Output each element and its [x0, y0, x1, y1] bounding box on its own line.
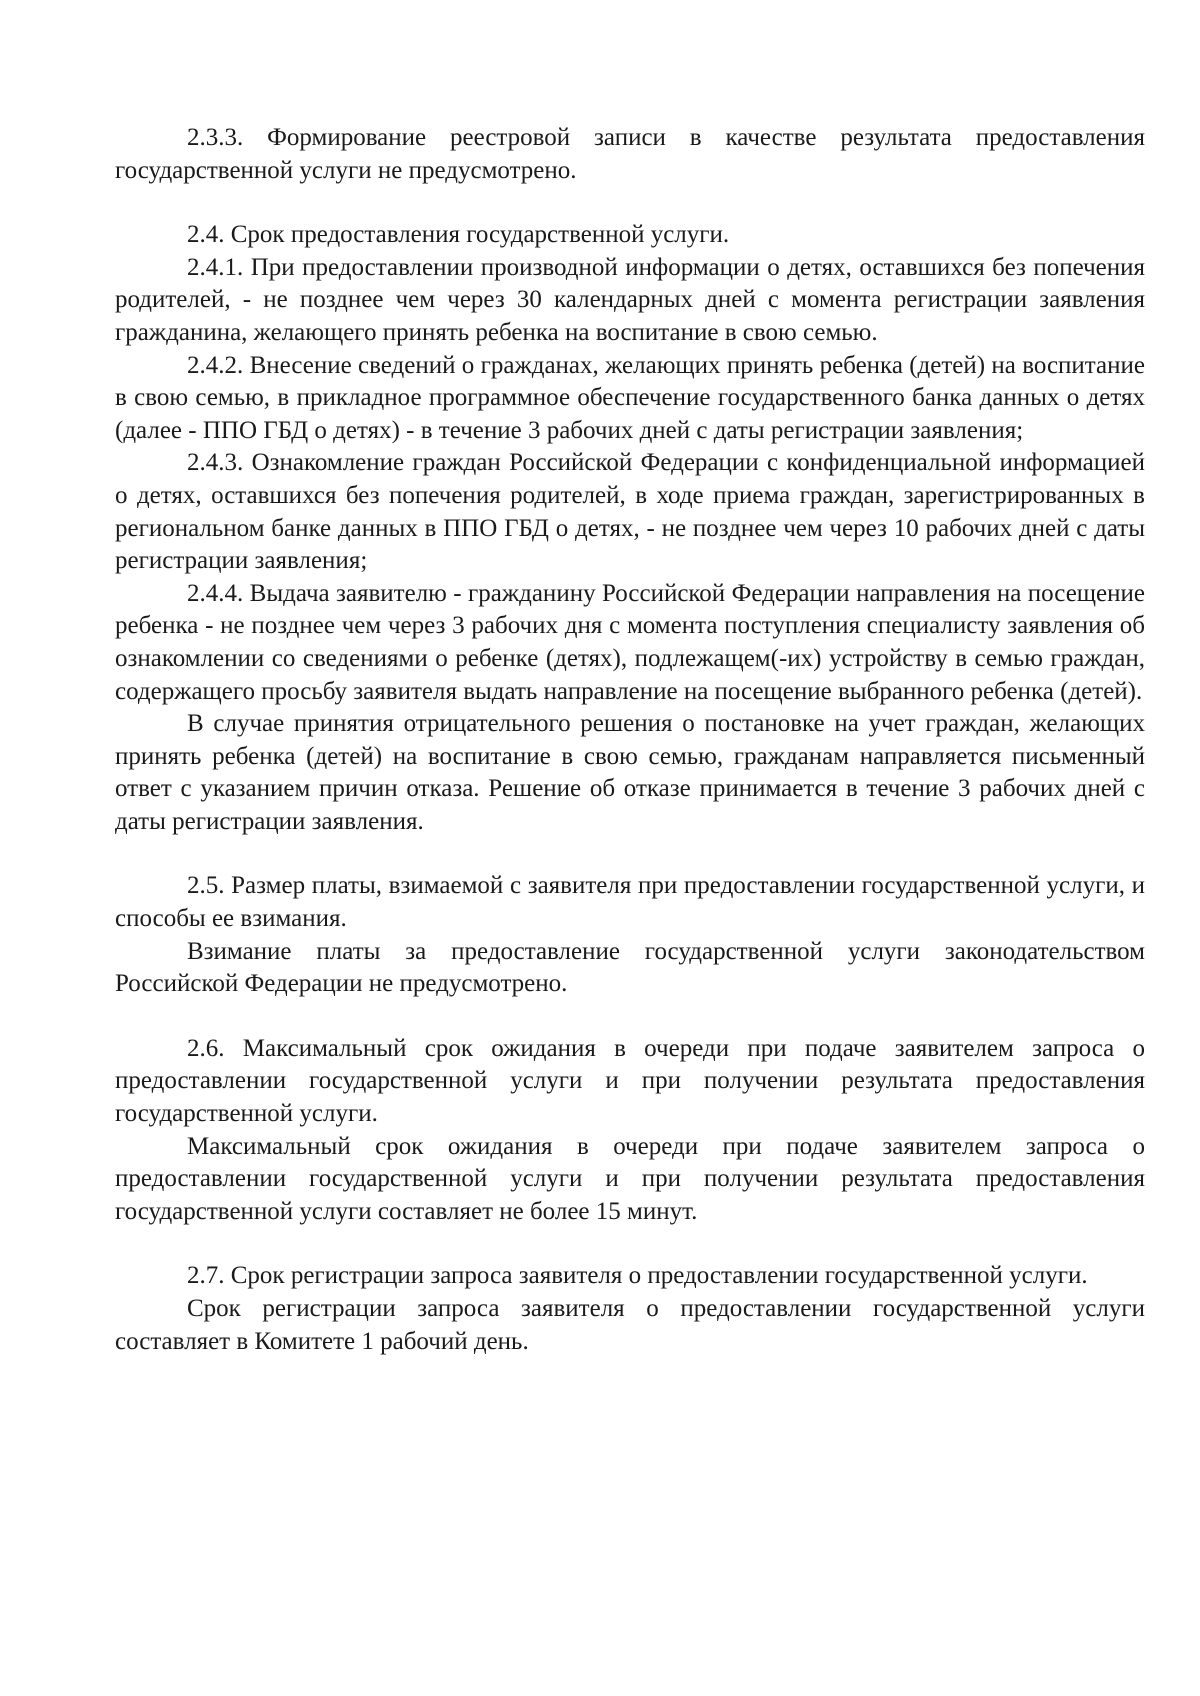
paragraph-2-3-3: 2.3.3. Формирование реестровой записи в качестве результата предоставления государственной услуги не предусмотрено. — [115, 124, 1145, 184]
paragraph-2-5-body: Взимание платы за предоставление государственной услуги законодательством Российской Федерации не предусмотрено. — [115, 937, 1145, 998]
paragraph-2-4-1: 2.4.1. При предоставлении производной информации о детях, оставшихся без попечения родителей, - не позднее чем через 30 календарных дней с момента регистрации заявления гражданина, желающего принять ребенка на воспитание в свою семью. — [115, 253, 1145, 346]
paragraph-2-7-body: Срок регистрации запроса заявителя о предоставлении государственной услуги составляет в Комитете 1 рабочий день. — [115, 1295, 1145, 1355]
paragraph-2-4-4: 2.4.4. Выдача заявителю - гражданину Российской Федерации направления на посещение ребенка - не позднее чем через 3 рабочих дня с момента поступления специалисту заявления об ознакомлении со сведениями о ребенке (детях), подлежащем(-их) устройству в семью граждан, содержащего просьбу заявителя выдать направление на посещение выбранного ребенка (детей). — [115, 579, 1145, 705]
paragraph-2-5-heading: 2.5. Размер платы, взимаемой с заявителя при предоставлении государственной услуги, и способы ее взимания. — [115, 872, 1145, 933]
paragraph-2-7-heading: 2.7. Срок регистрации запроса заявителя о предоставлении государственной услуги. — [187, 1262, 1088, 1290]
paragraph-2-6-body: Максимальный срок ожидания в очереди при подаче заявителем запроса о предоставлении государственной услуги и при получении результата предоставления государственной услуги составляет не более 15 минут. — [115, 1132, 1145, 1225]
paragraph-2-6-heading: 2.6. Максимальный срок ожидания в очереди при подаче заявителем запроса о предоставлении государственной услуги и при получении результата предоставления государственной услуги. — [115, 1034, 1145, 1128]
paragraph-2-4-heading: 2.4. Срок предоставления государственной услуги. — [187, 221, 730, 249]
paragraph-2-4-2: 2.4.2. Внесение сведений о гражданах, желающих принять ребенка (детей) на воспитание в свою семью, в прикладное программное обеспечение государственного банка данных о детях (далее - ППО ГБД о детях) - в течение 3 рабочих дней с даты регистрации заявления; — [115, 351, 1145, 444]
paragraph-2-4-3: 2.4.3. Ознакомление граждан Российской Федерации с конфиденциальной информацией о детях, оставшихся без попечения родителей, в ходе приема граждан, зарегистрированных в региональном банке данных в ППО ГБД о детях, - не позднее чем через 10 рабочих дней с даты регистрации заявления; — [115, 449, 1145, 575]
document-page — [115, 122, 1145, 1358]
paragraph-refusal: В случае принятия отрицательного решения о постановке на учет граждан, желающих принять ребенка (детей) на воспитание в свою семью, гражданам направляется письменный ответ с указанием причин отказа. Решение об отказе принимается в течение 3 рабочих дней с даты регистрации заявления. — [115, 710, 1145, 835]
